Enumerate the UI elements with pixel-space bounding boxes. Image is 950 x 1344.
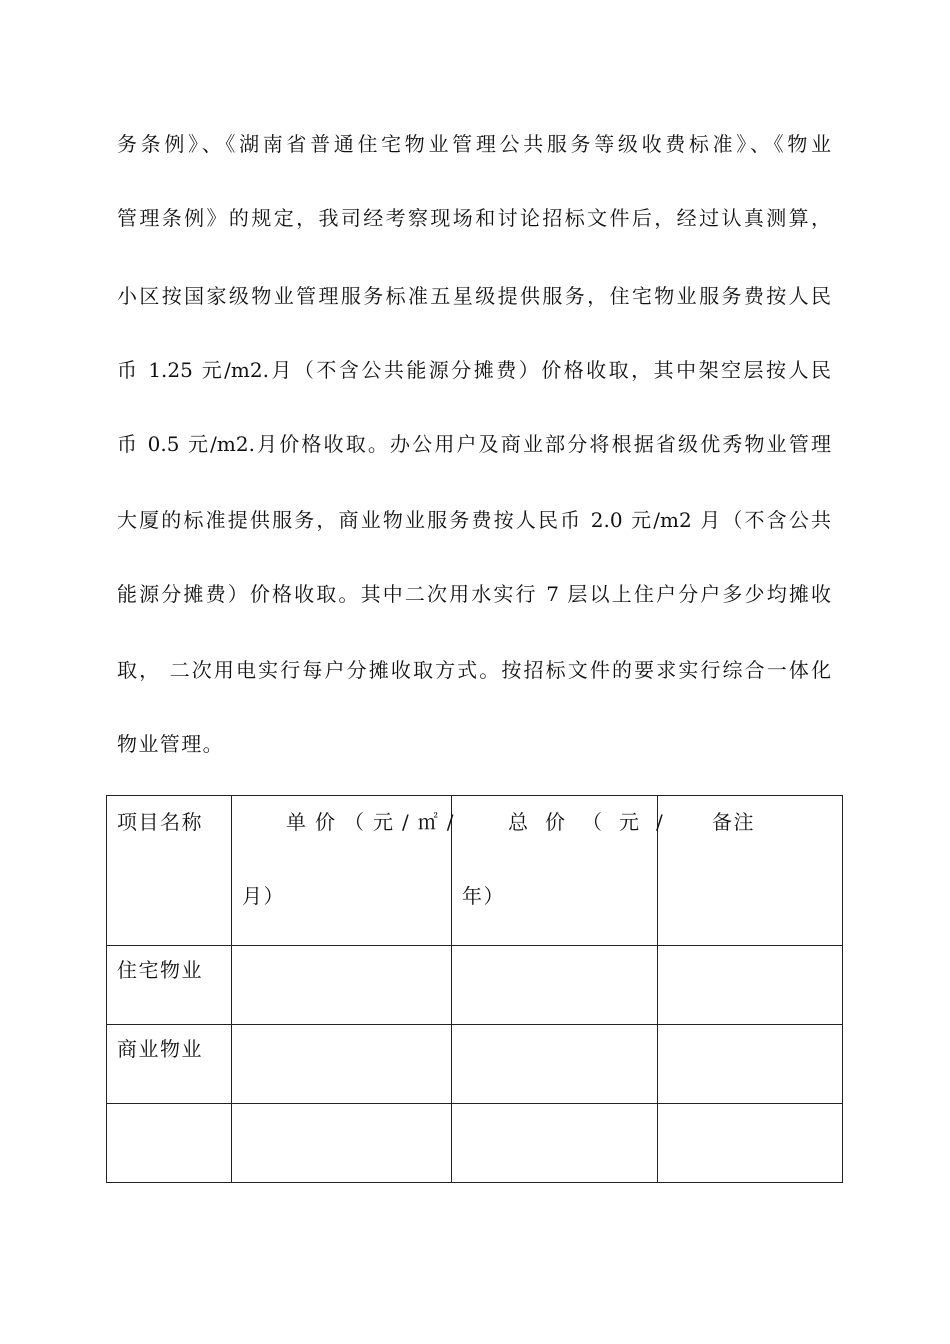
table-row xyxy=(107,946,843,1025)
table-row xyxy=(107,1025,843,1104)
header-cell-remark xyxy=(658,796,843,946)
row-total-cell xyxy=(452,1025,658,1104)
paragraph-line: 币 0.5 元/m2.月价格收取。办公用户及商业部分将根据省级优秀物业管理 xyxy=(117,432,831,456)
paragraph-line: 大厦的标准提供服务，商业物业服务费按人民币 2.0 元/m2 月（不含公共 xyxy=(117,508,831,532)
header-cell-total xyxy=(452,796,680,946)
paragraph-line: 能源分摊费）价格收取。其中二次用水实行 7 层以上住户分户多少均摊收 xyxy=(117,582,831,606)
header-remark-label: 备注 xyxy=(712,810,755,834)
row-name-cell: 住宅物业 xyxy=(107,946,232,1025)
paragraph-line: 取， 二次用电实行每户分摊收取方式。按招标文件的要求实行综合一体化 xyxy=(117,658,831,682)
paragraph-line: 小区按国家级物业管理服务标准五星级提供服务，住宅物业服务费按人民 xyxy=(117,284,831,308)
row-remark-cell xyxy=(658,946,843,1025)
paragraph-line: 管理条例》的规定，我司经考察现场和讨论招标文件后，经过认真测算， xyxy=(117,206,831,230)
table-header-row xyxy=(107,796,843,946)
row-unit-price-cell xyxy=(232,1025,452,1104)
header-unit-price-line1: 单价（元/㎡/ xyxy=(286,810,463,834)
row-total-cell xyxy=(452,946,658,1025)
paragraph-line: 物业管理。 xyxy=(117,732,224,756)
header-cell-name xyxy=(107,796,232,946)
header-total-line2: 年） xyxy=(462,884,505,908)
row-unit-price-cell xyxy=(232,1104,452,1183)
header-name-label: 项目名称 xyxy=(117,810,203,834)
header-unit-price-line2: 月） xyxy=(242,884,285,908)
header-total-line1: 总价（元/ xyxy=(508,810,680,834)
table-row xyxy=(107,1104,843,1183)
row-total-cell xyxy=(452,1104,658,1183)
row-name-cell xyxy=(107,1104,232,1183)
row-remark-cell xyxy=(658,1025,843,1104)
row-unit-price-cell xyxy=(232,946,452,1025)
paragraph-line: 务条例》、《湖南省普通住宅物业管理公共服务等级收费标准》、《物业 xyxy=(117,132,831,156)
row-remark-cell xyxy=(658,1104,843,1183)
row-name-cell: 商业物业 xyxy=(107,1025,232,1104)
header-cell-unit-price xyxy=(232,796,463,946)
price-table xyxy=(106,795,843,1183)
paragraph-line: 币 1.25 元/m2.月（不含公共能源分摊费）价格收取，其中架空层按人民 xyxy=(117,358,831,382)
